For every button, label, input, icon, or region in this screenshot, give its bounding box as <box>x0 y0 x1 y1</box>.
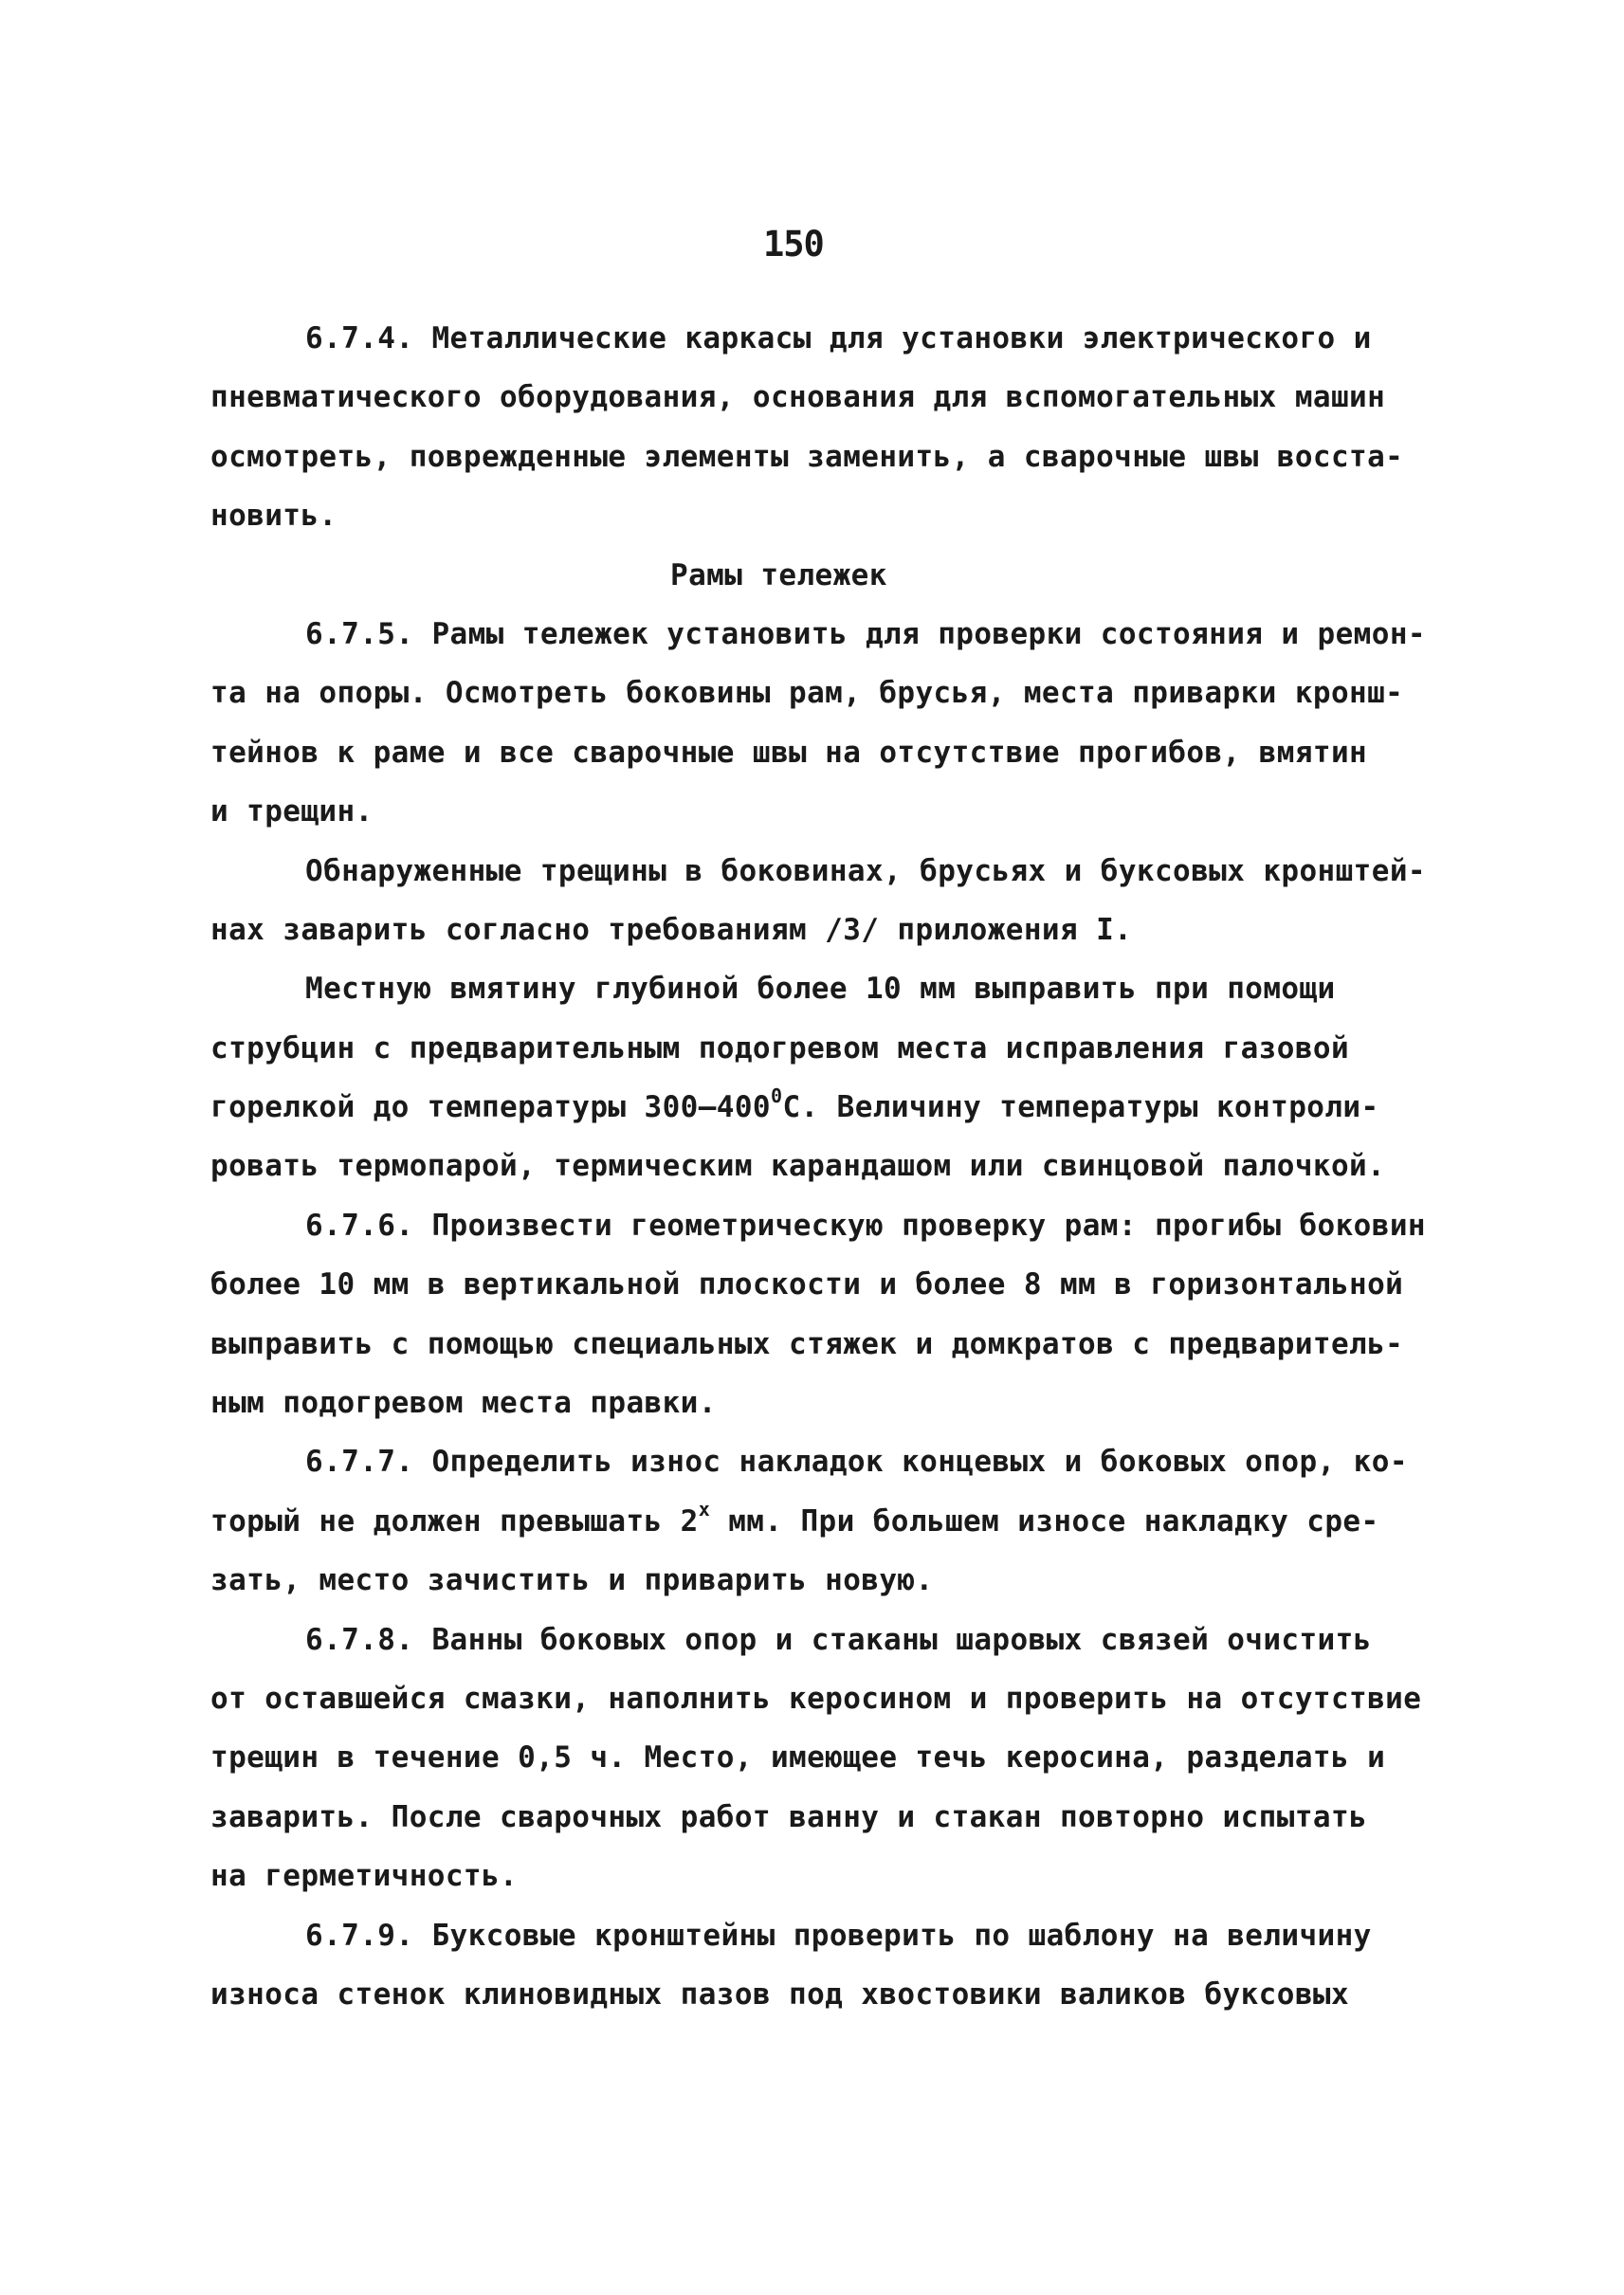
paragraph-6-7-4-line-3: осмотреть, поврежденные элементы заменить, а сварочные швы восста- <box>210 439 1404 474</box>
wear-text-before: торый не должен превышать 2 <box>210 1503 699 1539</box>
document-body <box>210 309 1471 2024</box>
paragraph-6-7-9-line-2: износа стенок клиновидных пазов под хвостовики валиков буксовых <box>210 1976 1350 2012</box>
paragraph-dent-line-3 <box>210 1078 1471 1137</box>
paragraph-6-7-6-line-2: более 10 мм в вертикальной плоскости и более 8 мм в горизонтальной <box>210 1267 1404 1302</box>
paragraph-6-7-8-line-2: от оставшейся смазки, наполнить керосином и проверить на отсутствие <box>210 1681 1422 1716</box>
paragraph-6-7-8-line-5: на герметичность. <box>210 1859 519 1894</box>
paragraph-6-7-8-line-3: трещин в течение 0,5 ч. Место, имеющее течь керосина, разделать и <box>210 1740 1386 1776</box>
paragraph-6-7-5-line-3: тейнов к раме и все сварочные швы на отсутствие прогибов, вмятин <box>210 735 1368 770</box>
paragraph-6-7-5-line-1: 6.7.5. Рамы тележек установить для проверки состояния и ремон- <box>305 616 1426 651</box>
temperature-text-before: горелкой до температуры 300–400 <box>210 1090 771 1125</box>
wear-text-after: мм. При большем износе накладку сре- <box>710 1503 1379 1539</box>
paragraph-6-7-4-line-1: 6.7.4. Металлические каркасы для установки электрического и <box>305 321 1372 355</box>
paragraph-cracks-line-2: нах заварить согласно требованиям /3/ приложения I. <box>210 912 1133 947</box>
paragraph-6-7-9-line-1: 6.7.9. Буксовые кронштейны проверить по шаблону на величину <box>305 1918 1372 1953</box>
paragraph-dent-line-2: струбцин с предварительным подогревом места исправления газовой <box>210 1030 1350 1066</box>
paragraph-6-7-8-line-1: 6.7.8. Ванны боковых опор и стаканы шаровых связей очистить <box>305 1622 1372 1657</box>
paragraph-6-7-5-line-4: и трещин. <box>210 794 374 829</box>
paragraph-6-7-6-line-4: ным подогревом места правки. <box>210 1386 717 1421</box>
page-number: 150 <box>763 224 824 264</box>
paragraph-6-7-4-line-4: новить. <box>210 499 338 534</box>
paragraph-6-7-8-line-4: заварить. После сварочных работ ванну и стакан повторно испытать <box>210 1799 1368 1834</box>
footnote-superscript: х <box>698 1498 711 1521</box>
paragraph-6-7-6-line-3: выправить с помощью специальных стяжек и домкратов с предваритель- <box>210 1326 1404 1361</box>
paragraph-6-7-7-line-1: 6.7.7. Определить износ накладок концевых и боковых опор, ко- <box>305 1445 1408 1480</box>
temperature-text-after: С. Величину температуры контроли- <box>782 1090 1379 1125</box>
paragraph-dent-line-4: ровать термопарой, термическим карандашом или свинцовой палочкой. <box>210 1149 1386 1184</box>
paragraph-cracks-line-1: Обнаруженные трещины в боковинах, брусьях и буксовых кронштей- <box>305 853 1426 888</box>
paragraph-6-7-5-line-2: та на опоры. Осмотреть боковины рам, брусья, места приварки кронш- <box>210 676 1404 711</box>
section-heading: Рамы тележек <box>670 557 887 592</box>
paragraph-6-7-7-line-2 <box>210 1492 1471 1551</box>
degree-superscript: 0 <box>770 1084 783 1107</box>
paragraph-dent-line-1: Местную вмятину глубиной более 10 мм выправить при помощи <box>305 972 1336 1007</box>
paragraph-6-7-7-line-3: зать, место зачистить и приварить новую. <box>210 1563 934 1598</box>
paragraph-6-7-4-line-2: пневматического оборудования, основания для вспомогательных машин <box>210 380 1386 415</box>
paragraph-6-7-6-line-1: 6.7.6. Произвести геометрическую проверку рам: прогибы боковин <box>305 1208 1426 1243</box>
